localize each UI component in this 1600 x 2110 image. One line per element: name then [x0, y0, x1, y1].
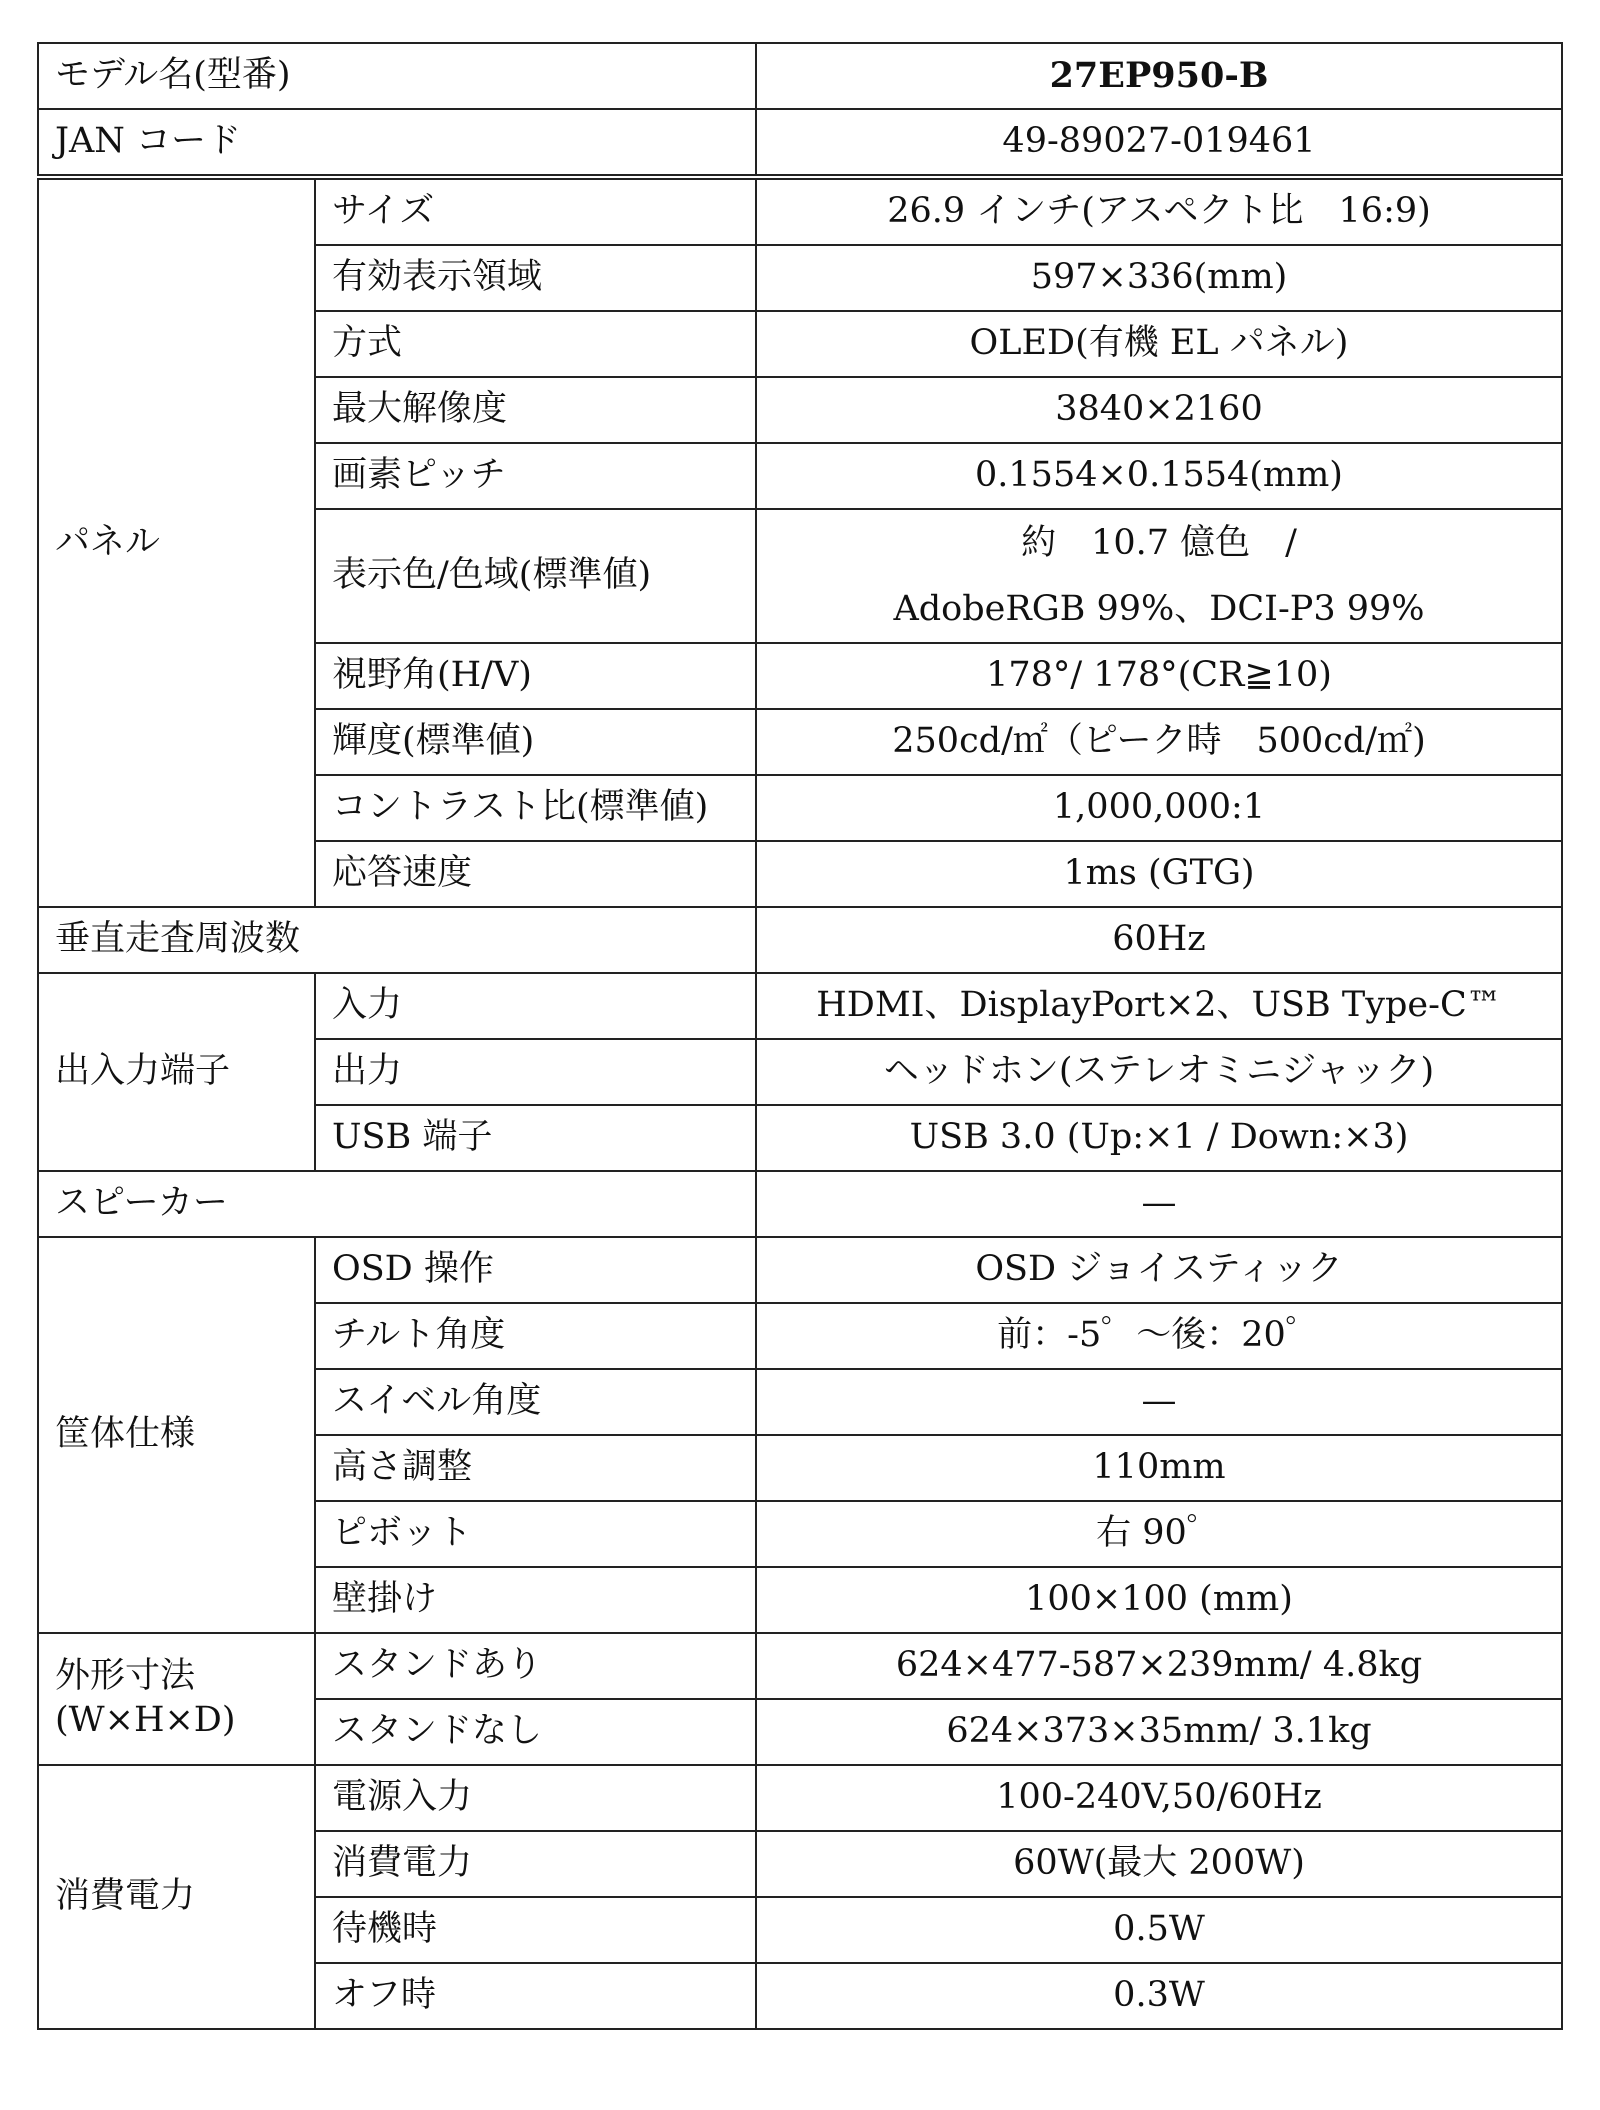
panel-active-area-label: 有効表示領域: [315, 245, 756, 311]
vertical-frequency-value: 60Hz: [756, 907, 1562, 973]
panel-response-time-label: 応答速度: [315, 841, 756, 907]
row-panel-size: [38, 177, 1562, 245]
row-jan-code: [38, 109, 1562, 177]
panel-active-area-value: 597×336(mm): [756, 245, 1562, 311]
panel-brightness-label: 輝度(標準値): [315, 709, 756, 775]
power-consumption-label: 消費電力: [315, 1831, 756, 1897]
dimensions-without-stand-value: 624×373×35mm/ 3.1kg: [756, 1699, 1562, 1765]
row-dimensions-with-stand: [38, 1633, 1562, 1699]
body-tilt-value: 前：-5゜～後：20゜: [756, 1303, 1562, 1369]
panel-colors-value-line-2: AdobeRGB 99%、DCI-P3 99%: [893, 589, 1425, 629]
dimensions-group-label: [38, 1633, 315, 1765]
panel-type-label: 方式: [315, 311, 756, 377]
io-group-label: 出入力端子: [38, 973, 315, 1171]
dimensions-with-stand-label: スタンドあり: [315, 1633, 756, 1699]
panel-colors-value-line-1: 約 10.7 億色 /: [1021, 523, 1297, 563]
io-output-value: ヘッドホン(ステレオミニジャック): [756, 1039, 1562, 1105]
body-pivot-label: ピボット: [315, 1501, 756, 1567]
row-speaker: [38, 1171, 1562, 1237]
model-name-label: モデル名(型番): [38, 43, 756, 109]
body-swivel-label: スイベル角度: [315, 1369, 756, 1435]
row-body-osd: [38, 1237, 1562, 1303]
io-input-value: HDMI、DisplayPort×2、USB Type-C™: [756, 973, 1562, 1039]
body-wall-mount-value: 100×100 (mm): [756, 1567, 1562, 1633]
panel-pixel-pitch-label: 画素ピッチ: [315, 443, 756, 509]
panel-colors-label: 表示色/色域(標準値): [315, 509, 756, 643]
power-standby-label: 待機時: [315, 1897, 756, 1963]
dimensions-without-stand-label: スタンドなし: [315, 1699, 756, 1765]
jan-code-label: JAN コード: [38, 109, 756, 177]
panel-colors-value: [756, 509, 1562, 643]
io-usb-label: USB 端子: [315, 1105, 756, 1171]
power-off-value: 0.3W: [756, 1963, 1562, 2029]
power-off-label: オフ時: [315, 1963, 756, 2029]
panel-size-value: 26.9 インチ(アスペクト比 16:9): [756, 177, 1562, 245]
speaker-value: —: [756, 1171, 1562, 1237]
row-power-input: [38, 1765, 1562, 1831]
model-name-value: 27EP950-B: [756, 43, 1562, 109]
power-consumption-value: 60W(最大 200W): [756, 1831, 1562, 1897]
body-wall-mount-label: 壁掛け: [315, 1567, 756, 1633]
dimensions-with-stand-value: 624×477-587×239mm/ 4.8kg: [756, 1633, 1562, 1699]
io-output-label: 出力: [315, 1039, 756, 1105]
panel-resolution-label: 最大解像度: [315, 377, 756, 443]
body-osd-label: OSD 操作: [315, 1237, 756, 1303]
panel-contrast-value: 1,000,000:1: [756, 775, 1562, 841]
jan-code-value: 49-89027-019461: [756, 109, 1562, 177]
speaker-label: スピーカー: [38, 1171, 756, 1237]
vertical-frequency-label: 垂直走査周波数: [38, 907, 756, 973]
body-height-value: 110mm: [756, 1435, 1562, 1501]
power-group-label: 消費電力: [38, 1765, 315, 2029]
panel-size-label: サイズ: [315, 177, 756, 245]
power-standby-value: 0.5W: [756, 1897, 1562, 1963]
row-model-name: [38, 43, 1562, 109]
panel-resolution-value: 3840×2160: [756, 377, 1562, 443]
dimensions-label-line-1: 外形寸法: [55, 1656, 196, 1697]
panel-group-label: パネル: [38, 177, 315, 907]
panel-pixel-pitch-value: 0.1554×0.1554(mm): [756, 443, 1562, 509]
panel-type-value: OLED(有機 EL パネル): [756, 311, 1562, 377]
panel-viewing-angle-value: 178°/ 178°(CR≧10): [756, 643, 1562, 709]
dimensions-label-line-2: (W×H×D): [55, 1700, 236, 1740]
io-usb-value: USB 3.0 (Up:×1 / Down:×3): [756, 1105, 1562, 1171]
body-height-label: 高さ調整: [315, 1435, 756, 1501]
row-io-input: [38, 973, 1562, 1039]
row-vertical-frequency: [38, 907, 1562, 973]
panel-response-time-value: 1ms (GTG): [756, 841, 1562, 907]
panel-contrast-label: コントラスト比(標準値): [315, 775, 756, 841]
body-spec-group-label: 筐体仕様: [38, 1237, 315, 1633]
io-input-label: 入力: [315, 973, 756, 1039]
body-pivot-value: 右 90゜: [756, 1501, 1562, 1567]
panel-viewing-angle-label: 視野角(H/V): [315, 643, 756, 709]
body-osd-value: OSD ジョイスティック: [756, 1237, 1562, 1303]
body-swivel-value: —: [756, 1369, 1562, 1435]
panel-brightness-value: 250cd/㎡（ピーク時 500cd/㎡): [756, 709, 1562, 775]
power-input-label: 電源入力: [315, 1765, 756, 1831]
power-input-value: 100-240V,50/60Hz: [756, 1765, 1562, 1831]
body-tilt-label: チルト角度: [315, 1303, 756, 1369]
spec-table: [37, 42, 1563, 2030]
